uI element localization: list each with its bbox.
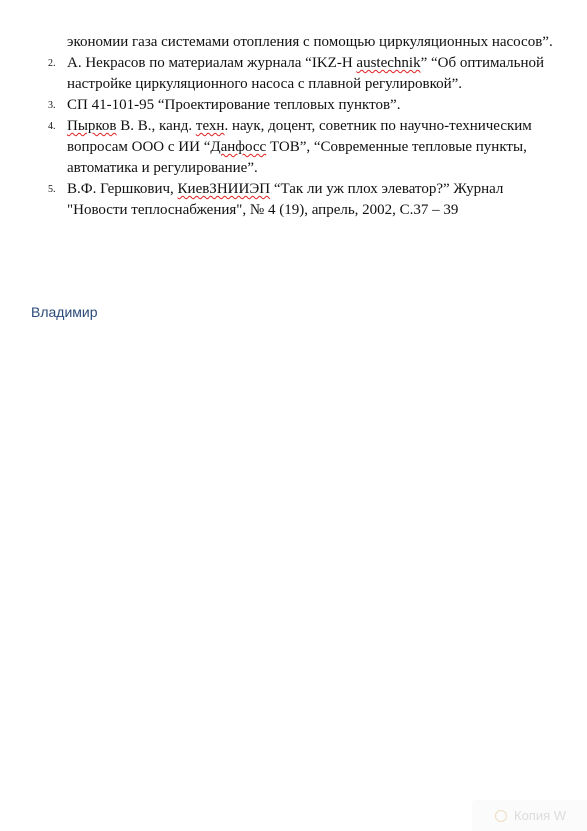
reference-number: 3. — [48, 100, 56, 111]
reference-segment: экономии газа системами отопления с помощью циркуляционных насосов”. — [67, 34, 553, 50]
reference-number: 4. — [48, 121, 56, 132]
misspelled-word: КиевЗНИИЭП — [177, 181, 271, 197]
reference-item — [38, 53, 558, 95]
reference-segment: “Так ли уж плох элеватор?” Журнал "Новости теплоснабжения", № 4 (19), апрель, 2002, С.37 – 39 — [67, 181, 504, 218]
reference-text — [67, 95, 558, 116]
reference-item — [38, 32, 558, 53]
misspelled-word: Пырков — [67, 118, 117, 134]
misspelled-word: Данфосс — [210, 139, 267, 155]
reference-text — [67, 179, 558, 221]
reference-text — [67, 32, 558, 53]
reference-number: 2. — [48, 58, 56, 69]
reference-segment: СП 41-101-95 “Проектирование тепловых пунктов”. — [67, 97, 401, 113]
reference-list — [38, 32, 558, 221]
reference-item — [38, 116, 558, 179]
reference-segment: ТОВ”, “Современные тепловые пункты, автоматика и регулирование”. — [67, 139, 527, 176]
signature-text: Владимир — [31, 304, 98, 320]
reference-segment: В. В., канд. — [116, 118, 196, 134]
reference-item — [38, 95, 558, 116]
reference-segment: А. Некрасов по материалам журнала “IKZ-H — [67, 55, 357, 71]
watermark-icon — [494, 809, 508, 823]
misspelled-word: техн — [195, 118, 225, 134]
reference-segment: В.Ф. Гершкович, — [67, 181, 178, 197]
misspelled-word: austechnik — [356, 55, 421, 71]
reference-text — [67, 53, 558, 95]
watermark — [472, 800, 587, 831]
watermark-text: Копия W — [514, 808, 567, 823]
reference-item — [38, 179, 558, 221]
reference-segment: ” “Об оптимальной настройке циркуляционного насоса с плавной регулировкой”. — [67, 55, 545, 92]
reference-number: 5. — [48, 184, 56, 195]
reference-segment: . наук, доцент, советник по научно-техническим вопросам ООО с ИИ “ — [67, 118, 532, 155]
reference-text — [67, 116, 558, 179]
